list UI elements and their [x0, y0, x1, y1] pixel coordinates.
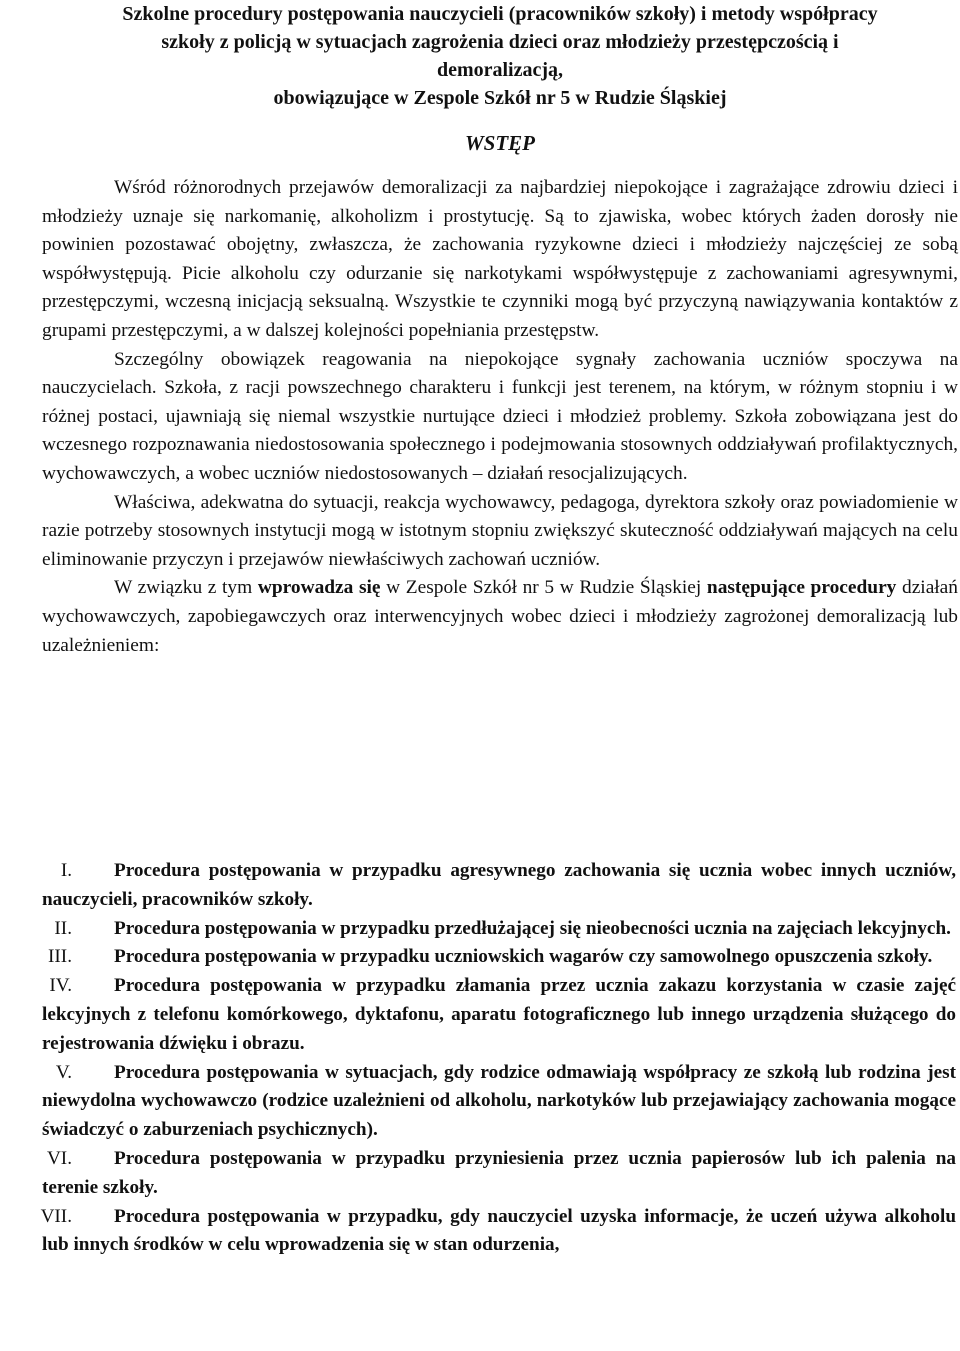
paragraph-4-part-c: w Zespole Szkół nr 5 w Rudzie Śląskiej [380, 577, 707, 599]
procedure-list [42, 857, 956, 1260]
title-line-1: Szkolne procedury postępowania nauczycieli (pracowników szkoły) i metody współpracy [122, 3, 878, 25]
procedure-text: Procedura postępowania w przypadku przyniesienia przez ucznia papierosów lub ich palenia na terenie szkoły. [42, 1147, 956, 1198]
procedure-number: II. [54, 917, 72, 939]
paragraph-2: Szczególny obowiązek reagowania na niepokojące sygnały zachowania uczniów spoczywa na nauczycielach. Szkoła, z racji powszechnego charakteru i funkcji jest terenem, na którym, w różnym stopniu i w różnej postaci, ujawniają się niemal wszystkie nurtujące dzieci i młodzież problemy. Szkoła zobowiązana jest do wczesnego rozpoznawania niedostosowania społecznego i podejmowania stosownych oddziaływań profilaktycznych, wychowawczych, a wobec uczniów niedostosowanych – działań resocjalizujących. [42, 348, 958, 484]
procedure-number: IV. [49, 975, 72, 997]
procedure-item [42, 1059, 956, 1145]
procedure-item [42, 915, 956, 944]
paragraph-4 [42, 574, 958, 660]
title-line-2: szkoły z policją w sytuacjach zagrożenia dzieci oraz młodzieży przestępczością i [161, 31, 839, 53]
paragraph-3: Właściwa, adekwatna do sytuacji, reakcja wychowawcy, pedagoga, dyrektora szkoły oraz powiadomienie w razie potrzeby stosownych instytucji mogą w istotnym stopniu zwiększyć skuteczność oddziaływań mających na celu eliminowanie przyczyn i przejawów niewłaściwych zachowań uczniów. [42, 491, 958, 570]
document-title [42, 0, 958, 112]
procedure-number: III. [48, 946, 72, 968]
paragraph-1: Wśród różnorodnych przejawów demoralizacji za najbardziej niepokojące i zagrażające zdrowiu dzieci i młodzieży uznaje się narkomanię, alkoholizm i prostytucję. Są to zjawiska, wobec których żaden dorosły nie powinien pozostawać obojętny, zwłaszcza, że zachowania ryzykowne dzieci i młodzieży najczęściej ze sobą współwystępują. Picie alkoholu czy odurzanie się narkotykami współwystępuje z zachowaniami agresywnymi, przestępczymi, wczesną inicjacją seksualną. Wszystkie te czynniki mogą być przyczyną nawiązywania kontaktów z grupami przestępczymi, a w dalszej kolejności popełniania przestępstw. [42, 177, 958, 341]
procedure-item [42, 1145, 956, 1203]
title-line-3: demoralizacją, [436, 59, 564, 81]
procedure-text: Procedura postępowania w przypadku uczniowskich wagarów czy samowolnego opuszczenia szkoły. [114, 946, 933, 968]
section-heading: WSTĘP [464, 131, 535, 155]
procedure-number: I. [60, 860, 72, 881]
procedure-number: VI. [46, 1147, 72, 1169]
procedure-text: Procedura postępowania w przypadku agresywnego zachowania się ucznia wobec innych uczniów, nauczycieli, pracowników szkoły. [42, 860, 956, 910]
paragraph-4-bold-a: wprowadza się [257, 577, 381, 599]
paragraph-4-bold-b: następujące procedury [706, 577, 897, 599]
paragraph-4-part-e: działań wychowawczych, zapobiegawczych oraz interwencyjnych wobec dzieci i młodzieży zagrożonej demoralizacją lub uzależnieniem: [42, 577, 958, 656]
procedure-number: VII. [40, 1205, 72, 1227]
title-line-4: obowiązujące w Zespole Szkół nr 5 w Rudzie Śląskiej [273, 87, 727, 109]
procedure-item [42, 857, 956, 915]
procedure-text: Procedura postępowania w przypadku przedłużającej się nieobecności ucznia na zajęciach lekcyjnych. [114, 917, 951, 939]
paragraph-4-part-a: W związku z tym [114, 577, 258, 599]
procedure-text: Procedura postępowania w sytuacjach, gdy rodzice odmawiają współpracy ze szkołą lub rodzina jest niewydolna wychowawczo (rodzice uzależnieni od alkoholu, narkotyków lub przejawiający zachowania mogące świadczyć o zaburzeniach psychicznych). [42, 1061, 956, 1141]
procedure-text: Procedura postępowania w przypadku, gdy nauczyciel uzyska informacje, że uczeń używa alkoholu lub innych środków w celu wprowadzenia się w stan odurzenia, [42, 1205, 956, 1256]
procedure-item [42, 1203, 956, 1261]
procedure-text: Procedura postępowania w przypadku złamania przez ucznia zakazu korzystania w czasie zajęć lekcyjnych z telefonu komórkowego, dyktafonu, aparatu fotograficznego lub innego urządzenia służącego do rejestrowania dźwięku i obrazu. [42, 975, 956, 1054]
procedure-item [42, 943, 956, 972]
procedure-item [42, 972, 956, 1058]
procedure-number: V. [55, 1061, 72, 1083]
